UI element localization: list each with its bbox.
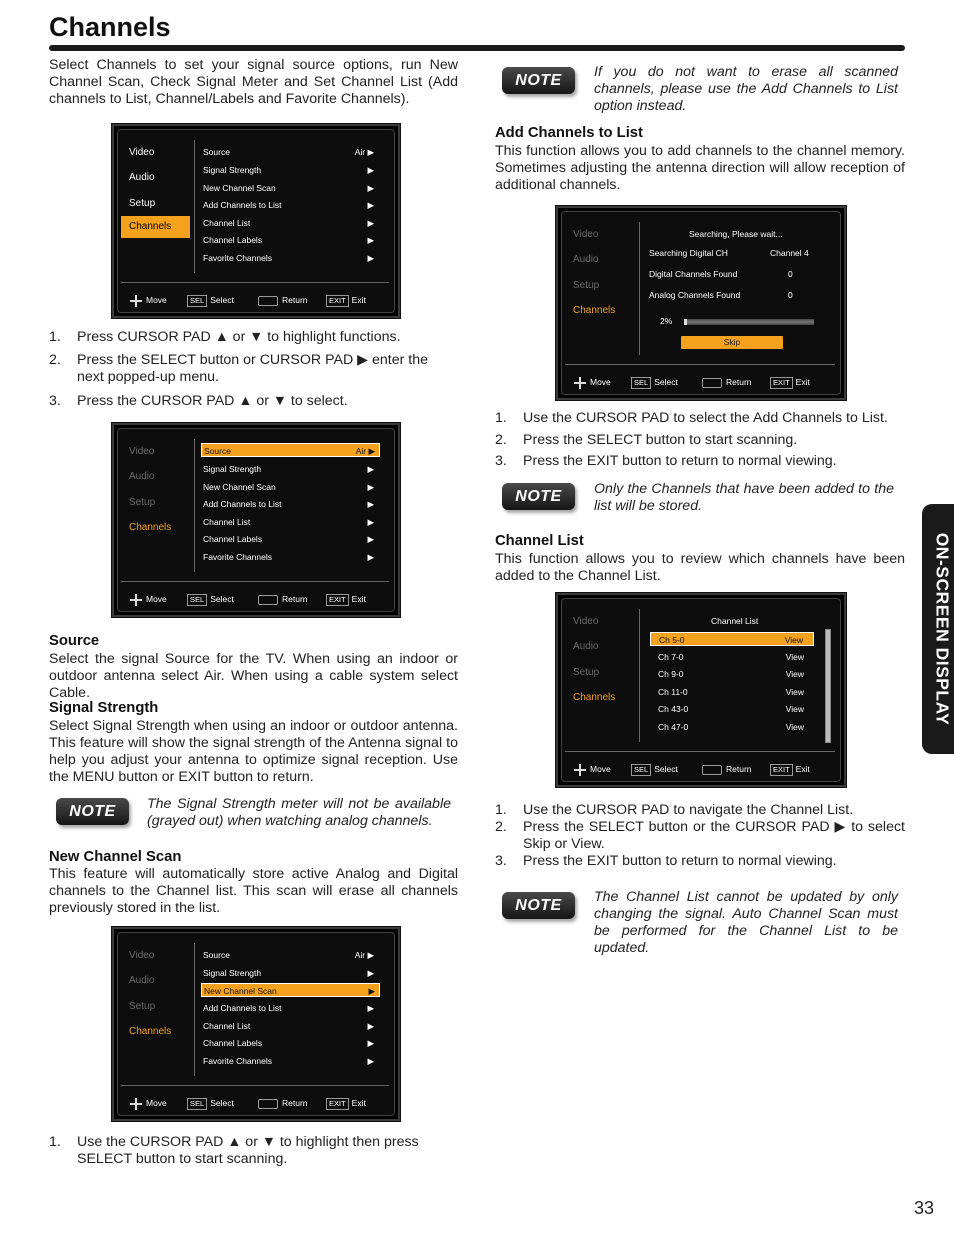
note-badge: NOTE [502, 483, 575, 510]
dpad-icon [130, 1098, 142, 1110]
footer-exit: EXIT Exit [326, 593, 366, 605]
footer-select: SEL Select [187, 294, 234, 306]
footer-select: SEL Select [631, 376, 678, 388]
source-heading: Source [49, 633, 100, 649]
page-number: 33 [913, 1198, 934, 1218]
dpad-icon [130, 295, 142, 307]
channel-list-heading: Channel List [495, 533, 584, 549]
dpad-icon [574, 764, 586, 776]
signal-text: Select Signal Strength when using an indoor or outdoor antenna. This feature will show the signal strength of the Antenna signal to help you adjust your antenna to optimize signal reception. Use the MENU button or EXIT button to return. [49, 718, 458, 785]
channel-row[interactable]: Ch 9-0 View [658, 669, 804, 679]
menu-left-video: Video [573, 229, 599, 240]
channel-list-text: This function allows you to review which channels have been added to the Channel List. [495, 551, 905, 584]
return-key-icon [702, 765, 722, 775]
channel-row[interactable]: Ch 11-0 View [658, 687, 804, 697]
footer-select: SEL Select [187, 593, 234, 605]
menu-item-add-channels: Add Channels to List ▶ [203, 499, 374, 509]
menu-item-channel-list: Channel List ▶ [203, 218, 374, 228]
return-key-icon [258, 296, 278, 306]
dpad-icon [130, 594, 142, 606]
scan-row-label: Searching Digital CH [649, 248, 728, 258]
menu-left-channels: Channels [573, 305, 616, 316]
menu-left-audio: Audio [129, 172, 155, 183]
menu-left-channels: Channels [121, 216, 190, 238]
footer-move: Move [574, 376, 611, 388]
menu-left-video: Video [129, 147, 155, 158]
scan-row-value: 0 [788, 290, 793, 300]
footer-return: Return [258, 593, 308, 605]
new-scan-heading: New Channel Scan [49, 849, 182, 865]
menu-item-add-channels: Add Channels to List ▶ [203, 200, 374, 210]
source-text: Select the signal Source for the TV. When using an indoor or outdoor antenna select Air. When using a cable system select Cable. [49, 651, 458, 701]
return-key-icon [702, 378, 722, 388]
scan-row-value: 0 [788, 269, 793, 279]
menu-item-signal-strength: Signal Strength ▶ [203, 464, 374, 474]
footer-move: Move [130, 1097, 167, 1109]
menu-item-channel-labels: Channel Labels ▶ [203, 534, 374, 544]
footer-move: Move [130, 593, 167, 605]
list-note: The Channel List cannot be updated by only changing the signal. Auto Channel Scan must be performed for the Channel List to be updated. [594, 889, 898, 956]
section-side-tab: ON-SCREEN DISPLAY [922, 504, 954, 754]
menu-left-setup: Setup [129, 198, 156, 209]
menu-item-source: Source Air ▶ [201, 443, 380, 457]
dpad-icon [574, 377, 586, 389]
note-badge: NOTE [502, 67, 575, 94]
menu-left-video: Video [129, 950, 155, 961]
scan-screen [556, 206, 846, 400]
channel-list-scrollbar[interactable] [825, 629, 831, 743]
menu-item-new-channel-scan: New Channel Scan ▶ [203, 482, 374, 492]
scan-status: Searching, Please wait... [689, 229, 783, 239]
menu-screen-source [112, 423, 400, 617]
menu-left-setup: Setup [573, 667, 600, 678]
menu-item-signal-strength: Signal Strength ▶ [203, 165, 374, 175]
footer-return: Return [702, 376, 752, 388]
menu-item-favorite-channels: Favorite Channels ▶ [203, 552, 374, 562]
footer-move: Move [574, 763, 611, 775]
footer-exit: EXIT Exit [770, 376, 810, 388]
menu-left-audio: Audio [129, 471, 155, 482]
footer-exit: EXIT Exit [326, 294, 366, 306]
step-list-2-item-1: 1. Use the CURSOR PAD ▲ or ▼ to highlight then press SELECT button to start scanning. [49, 1134, 419, 1167]
step-list-1-item-2: 2. Press the SELECT button or CURSOR PAD ▶ enter the next popped-up menu. [49, 352, 429, 385]
add-note: Only the Channels that have been added to the list will be stored. [594, 481, 894, 514]
signal-heading: Signal Strength [49, 700, 159, 716]
menu-item-favorite-channels: Favorite Channels ▶ [203, 1056, 374, 1066]
footer-select: SEL Select [187, 1097, 234, 1109]
footer-exit: EXIT Exit [326, 1097, 366, 1109]
return-key-icon [258, 1099, 278, 1109]
footer-exit: EXIT Exit [770, 763, 810, 775]
menu-left-audio: Audio [573, 641, 599, 652]
menu-left-channels: Channels [573, 692, 616, 703]
footer-return: Return [258, 1097, 308, 1109]
footer-move: Move [130, 294, 167, 306]
channel-row[interactable]: Ch 47-0 View [658, 722, 804, 732]
channel-row[interactable]: Ch 7-0 View [658, 652, 804, 662]
menu-item-channel-list: Channel List ▶ [203, 517, 374, 527]
menu-item-source: Source Air ▶ [203, 147, 374, 157]
channel-row[interactable]: Ch 43-0 View [658, 704, 804, 714]
menu-item-channel-list: Channel List ▶ [203, 1021, 374, 1031]
add-channels-heading: Add Channels to List [495, 125, 643, 141]
menu-left-video: Video [573, 616, 599, 627]
scan-row-label: Analog Channels Found [649, 290, 741, 300]
note-badge: NOTE [502, 892, 575, 919]
channel-list-screen [556, 593, 846, 787]
top-note: If you do not want to erase all scanned channels, please use the Add Channels to List option instead. [594, 64, 898, 114]
footer-return: Return [258, 294, 308, 306]
menu-left-setup: Setup [129, 1001, 156, 1012]
note-badge: NOTE [56, 798, 129, 825]
signal-note: The Signal Strength meter will not be available (grayed out) when watching analog channels. [147, 796, 451, 829]
menu-screen-new-scan [112, 927, 400, 1121]
title-rule [49, 45, 905, 51]
intro-text: Select Channels to set your signal source options, run New Channel Scan, Check Signal Meter and Set Channel List (Add channels to List, Channel/Labels and Favorite Channels). [49, 57, 458, 107]
menu-item-new-channel-scan: New Channel Scan ▶ [203, 183, 374, 193]
menu-screen-main [112, 124, 400, 318]
menu-left-video: Video [129, 446, 155, 457]
scan-row-label: Digital Channels Found [649, 269, 738, 279]
menu-item-new-channel-scan: New Channel Scan ▶ [201, 983, 380, 997]
new-scan-text: This feature will automatically store active Analog and Digital channels to the Channel list. This scan will erase all channels previously stored in the list. [49, 866, 458, 916]
progress-fill [684, 319, 687, 325]
menu-left-channels: Channels [129, 522, 172, 533]
menu-item-channel-labels: Channel Labels ▶ [203, 235, 374, 245]
menu-left-audio: Audio [573, 254, 599, 265]
menu-item-add-channels: Add Channels to List ▶ [203, 1003, 374, 1013]
channel-row[interactable]: Ch 5-0 View [650, 632, 814, 646]
footer-select: SEL Select [631, 763, 678, 775]
progress-bar [684, 319, 814, 325]
add-channels-text: This function allows you to add channels to the channel memory. Sometimes adjusting the antenna direction will allow reception of additional channels. [495, 143, 905, 193]
page-title: Channels [49, 12, 171, 42]
menu-left-setup: Setup [129, 497, 156, 508]
menu-left-setup: Setup [573, 280, 600, 291]
step-list-4-item-2: 2. Press the SELECT button or the CURSOR PAD ▶ to select Skip or View. [495, 819, 905, 852]
scan-row-value: Channel 4 [770, 248, 809, 258]
skip-button[interactable]: Skip [681, 336, 783, 349]
menu-item-favorite-channels: Favorite Channels ▶ [203, 253, 374, 263]
progress-label: 2% [660, 316, 673, 326]
footer-return: Return [702, 763, 752, 775]
menu-item-channel-labels: Channel Labels ▶ [203, 1038, 374, 1048]
menu-item-source: Source Air ▶ [203, 950, 374, 960]
menu-left-audio: Audio [129, 975, 155, 986]
menu-item-signal-strength: Signal Strength ▶ [203, 968, 374, 978]
channel-list-header: Channel List [711, 616, 759, 626]
menu-left-channels: Channels [129, 1026, 172, 1037]
return-key-icon [258, 595, 278, 605]
